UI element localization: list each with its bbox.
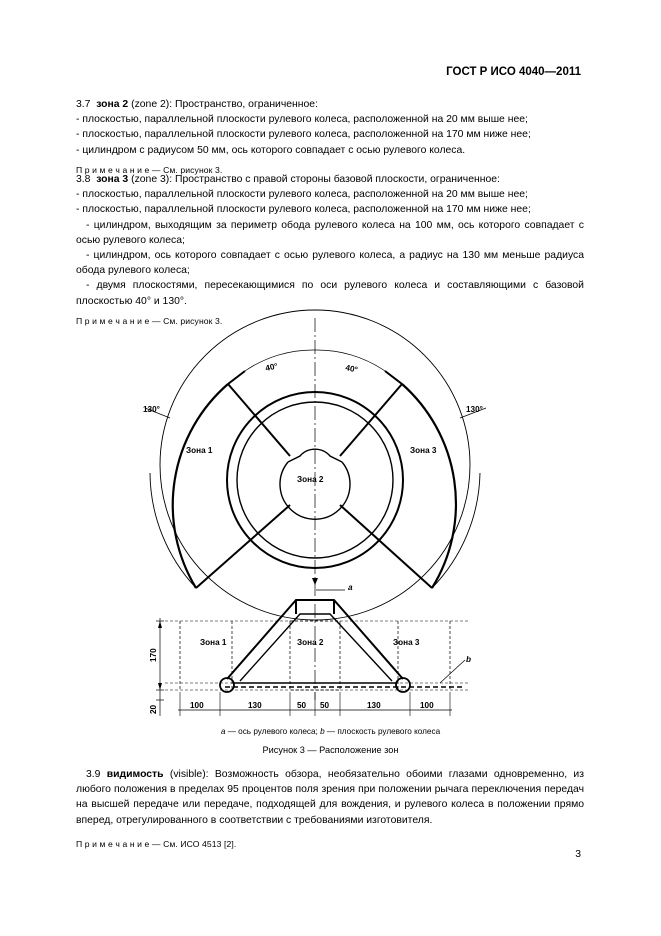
term: зона 2 (96, 99, 129, 110)
note-label: П р и м е ч а н и е (76, 164, 150, 175)
list-item: - двумя плоскостями, пересекающимися по оси рулевого колеса и составляющими с базовой плоскостью 40° и 130°. (76, 280, 584, 307)
section-number: 3.7 (76, 99, 91, 110)
section-number: 3.9 (86, 769, 101, 780)
section-number: 3.8 (76, 174, 91, 185)
term: зона 3 (96, 174, 129, 185)
zone1-section-label: Зона 1 (200, 638, 227, 647)
label-b: b (466, 655, 472, 664)
list-item: - плоскостью, параллельной плоскости рулевого колеса, расположенной на 20 мм выше нее; (76, 189, 528, 201)
dim-bottom: 100 (190, 701, 204, 710)
note-label: П р и м е ч а н и е (76, 315, 150, 326)
angle-130-left: 130° (143, 405, 160, 414)
note-text: — См. ИСО 4513 [2]. (149, 838, 237, 849)
note-text: — См. рисунок 3. (149, 315, 223, 326)
legend-b-text: — плоскость рулевого колеса (324, 727, 441, 736)
list-item: - цилиндром с радиусом 50 мм, ось которого совпадает с осью рулевого колеса. (76, 144, 466, 156)
angle-130-right: 130° (466, 405, 483, 414)
dim-bottom: 130 (367, 701, 381, 710)
note-label: П р и м е ч а н и е (76, 838, 150, 849)
zone2-section-label: Зона 2 (297, 638, 324, 647)
term: видимость (106, 769, 164, 780)
list-item: - цилиндром, ось которого совпадает с осью рулевого колеса, а радиус на 130 мм меньше радиуса обода рулевого колеса; (76, 250, 584, 277)
zone2-label: Зона 2 (297, 475, 324, 484)
zone3-label: Зона 3 (410, 446, 437, 455)
figure-title: Рисунок 3 — Расположение зон (262, 745, 399, 755)
standard-header: ГОСТ Р ИСО 4040—2011 (446, 66, 581, 78)
note (76, 837, 584, 852)
zone3-section-label: Зона 3 (393, 638, 420, 647)
dim-bottom: 50 (320, 701, 330, 710)
zone1-label: Зона 1 (186, 446, 213, 455)
dim-170: 170 (149, 648, 158, 662)
legend-a: a (220, 727, 226, 736)
list-item: - плоскостью, параллельной плоскости рулевого колеса, расположенной на 170 мм ниже нее; (76, 129, 531, 141)
section-3-9 (76, 767, 584, 857)
list-item: - плоскостью, параллельной плоскости рулевого колеса, расположенной на 20 мм выше нее; (76, 114, 528, 126)
label-a: a (348, 583, 353, 592)
list-item: - цилиндром, выходящим за периметр обода рулевого колеса на 100 мм, ось которого совпадает с осью рулевого колеса; (76, 219, 584, 246)
dim-bottom: 100 (420, 701, 434, 710)
section-3-9-text (76, 767, 584, 828)
angle-label-right: 40° (344, 363, 359, 375)
angle-label-left: 40° (264, 361, 279, 373)
dim-bottom: 50 (297, 701, 307, 710)
legend-a-text: — ось рулевого колеса; (225, 727, 321, 736)
legend-b: b (320, 727, 325, 736)
zone1-arc (173, 384, 228, 588)
dim-20: 20 (149, 704, 158, 714)
figure-legend (0, 727, 661, 736)
list-item: - плоскостью, параллельной плоскости рулевого колеса, расположенной на 170 мм ниже нее; (76, 204, 531, 216)
zone3-arc (402, 384, 456, 588)
page-number: 3 (575, 849, 581, 860)
term-definition: (zone 2): Пространство, ограниченное: (131, 99, 318, 110)
note-text: — См. рисунок 3. (149, 164, 223, 175)
term-definition: (visible): Возможность обзора, необязательно обоими глазами одновременно, из любого положения в пределах 95 процентов поля зрения при положении рычага переключения передач на высшей передаче или передаче, подходящей для вождения, и рулевого колеса в положении прямо вперед, отрегулированного в соответствии с требованиями изготовителя. (76, 769, 584, 826)
dim-bottom: 130 (248, 701, 262, 710)
term-definition: (zone 3): Пространство с правой стороны базовой плоскости, ограниченное: (131, 174, 500, 185)
